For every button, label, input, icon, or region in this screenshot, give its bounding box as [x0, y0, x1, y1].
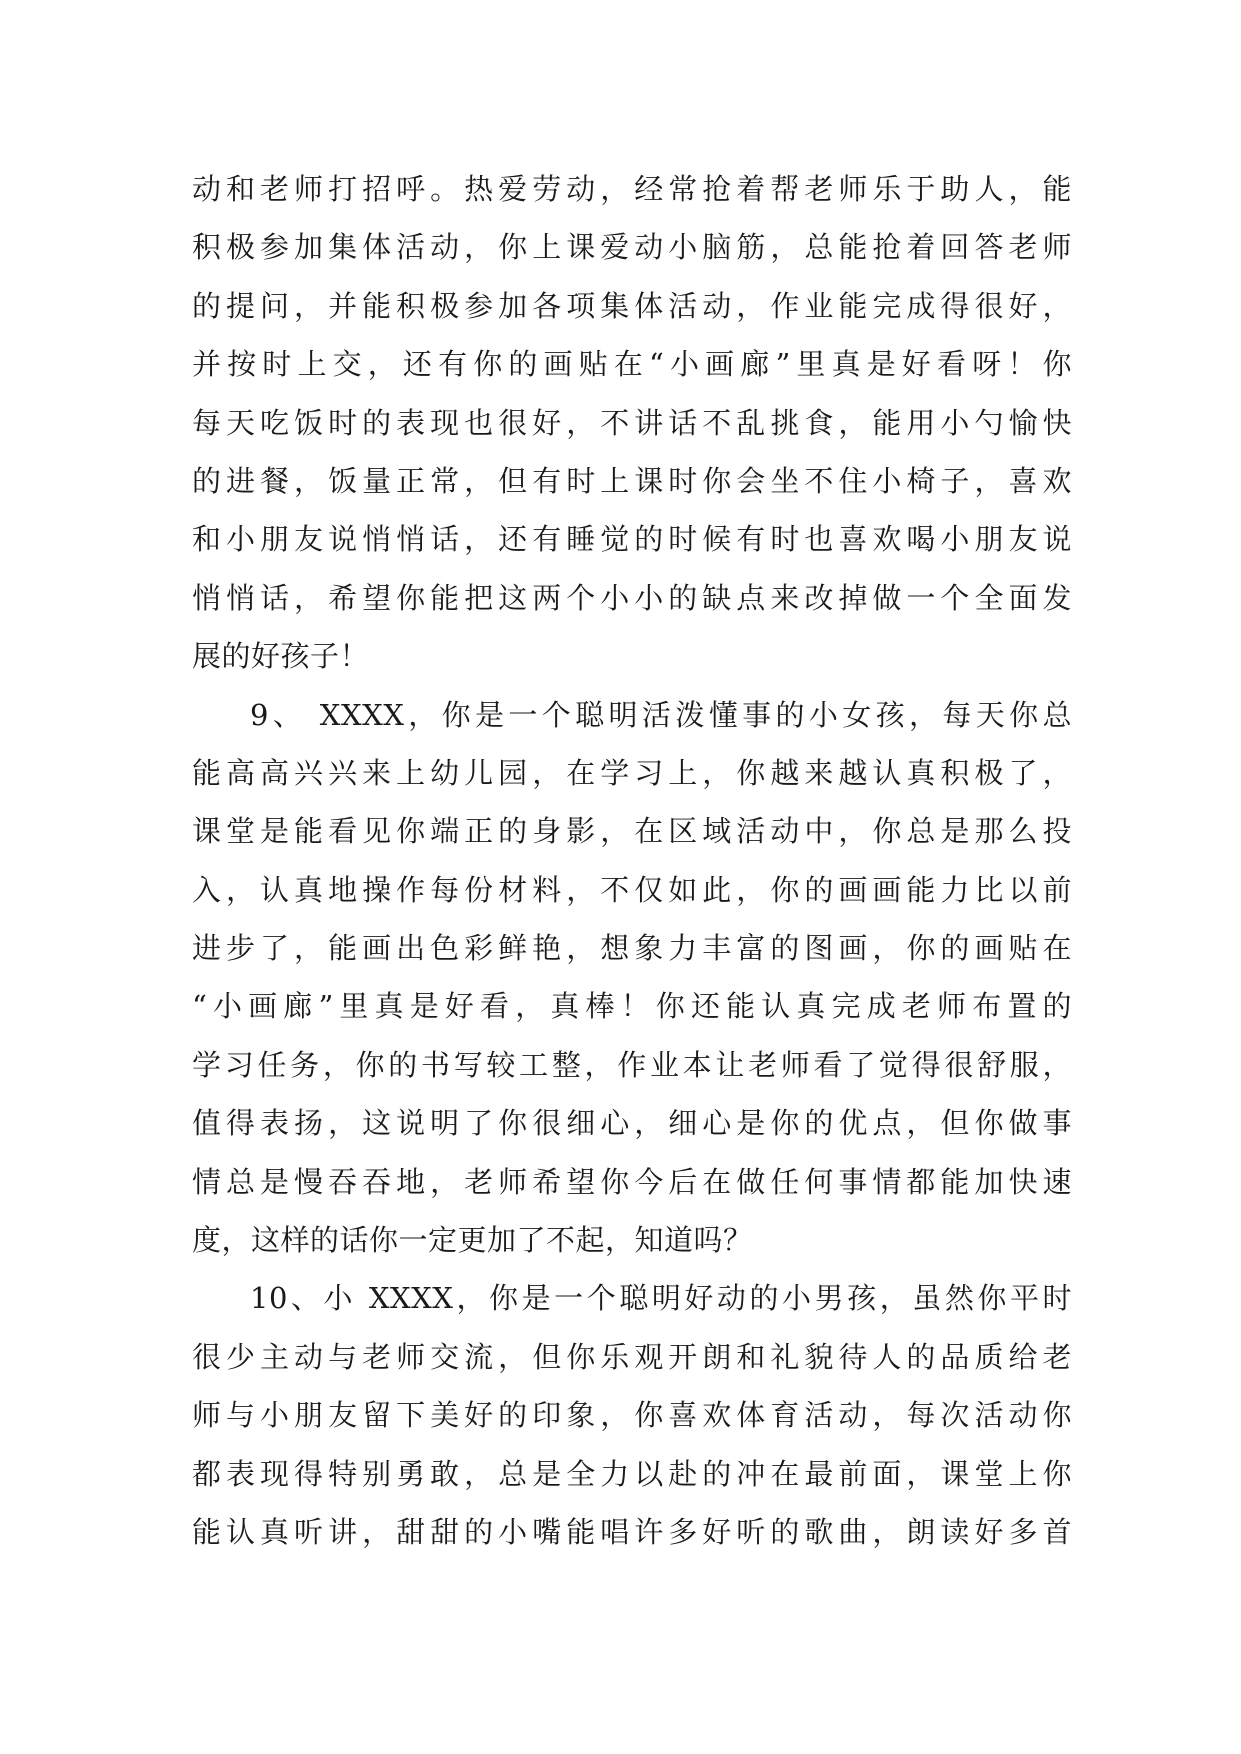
text-line: 课堂是能看见你端正的身影，在区域活动中，你总是那么投: [192, 814, 1072, 849]
text-line: 动和老师打招呼。热爱劳动，经常抢着帮老师乐于助人，能: [192, 172, 1072, 206]
text-line: 度，这样的话你一定更加了不起，知道吗？: [192, 1223, 753, 1258]
text-line: 都表现得特别勇敢，总是全力以赴的冲在最前面，课堂上你: [192, 1456, 1072, 1491]
text-line: 师与小朋友留下美好的印象，你喜欢体育活动，每次活动你: [192, 1398, 1072, 1433]
text-line: 积极参加集体活动，你上课爱动小脑筋，总能抢着回答老师: [192, 230, 1072, 265]
text-line: 很少主动与老师交流，但你乐观开朗和礼貌待人的品质给老: [192, 1339, 1072, 1374]
text-line: 展的好孩子！: [192, 639, 370, 674]
text-line: 每天吃饭时的表现也很好，不讲话不乱挑食，能用小勺愉快: [192, 405, 1072, 440]
text-line: 和小朋友说悄悄话，还有睡觉的时候有时也喜欢喝小朋友说: [192, 522, 1072, 557]
paragraph-9-first-line: 9、 XXXX，你是一个聪明活泼懂事的小女孩，每天你总: [250, 697, 1072, 732]
text-line: 情总是慢吞吞地，老师希望你今后在做任何事情都能加快速: [192, 1164, 1072, 1199]
text-line: 能高高兴兴来上幼儿园，在学习上，你越来越认真积极了，: [192, 755, 1072, 790]
paragraph-10-first-line: 10、小 XXXX，你是一个聪明好动的小男孩，虽然你平时: [250, 1281, 1072, 1316]
text-line: 的进餐，饭量正常，但有时上课时你会坐不住小椅子，喜欢: [192, 463, 1072, 498]
text-line: “小画廊”里真是好看，真棒！你还能认真完成老师布置的: [192, 989, 1072, 1024]
text-line: 的提问，并能积极参加各项集体活动，作业能完成得很好，: [192, 288, 1072, 323]
text-line: 进步了，能画出色彩鲜艳，想象力丰富的图画，你的画贴在: [192, 931, 1072, 966]
text-line: 入，认真地操作每份材料，不仅如此，你的画画能力比以前: [192, 872, 1072, 907]
document-body: [192, 160, 1072, 1561]
text-line: 悄悄话，希望你能把这两个小小的缺点来改掉做一个全面发: [192, 580, 1072, 615]
text-line: 值得表扬，这说明了你很细心，细心是你的优点，但你做事: [192, 1106, 1072, 1141]
text-line: 能认真听讲，甜甜的小嘴能唱许多好听的歌曲，朗读好多首: [192, 1514, 1072, 1549]
text-line: 学习任务，你的书写较工整，作业本让老师看了觉得很舒服，: [192, 1047, 1072, 1082]
text-line: 并按时上交，还有你的画贴在“小画廊”里真是好看呀！你: [192, 347, 1072, 382]
